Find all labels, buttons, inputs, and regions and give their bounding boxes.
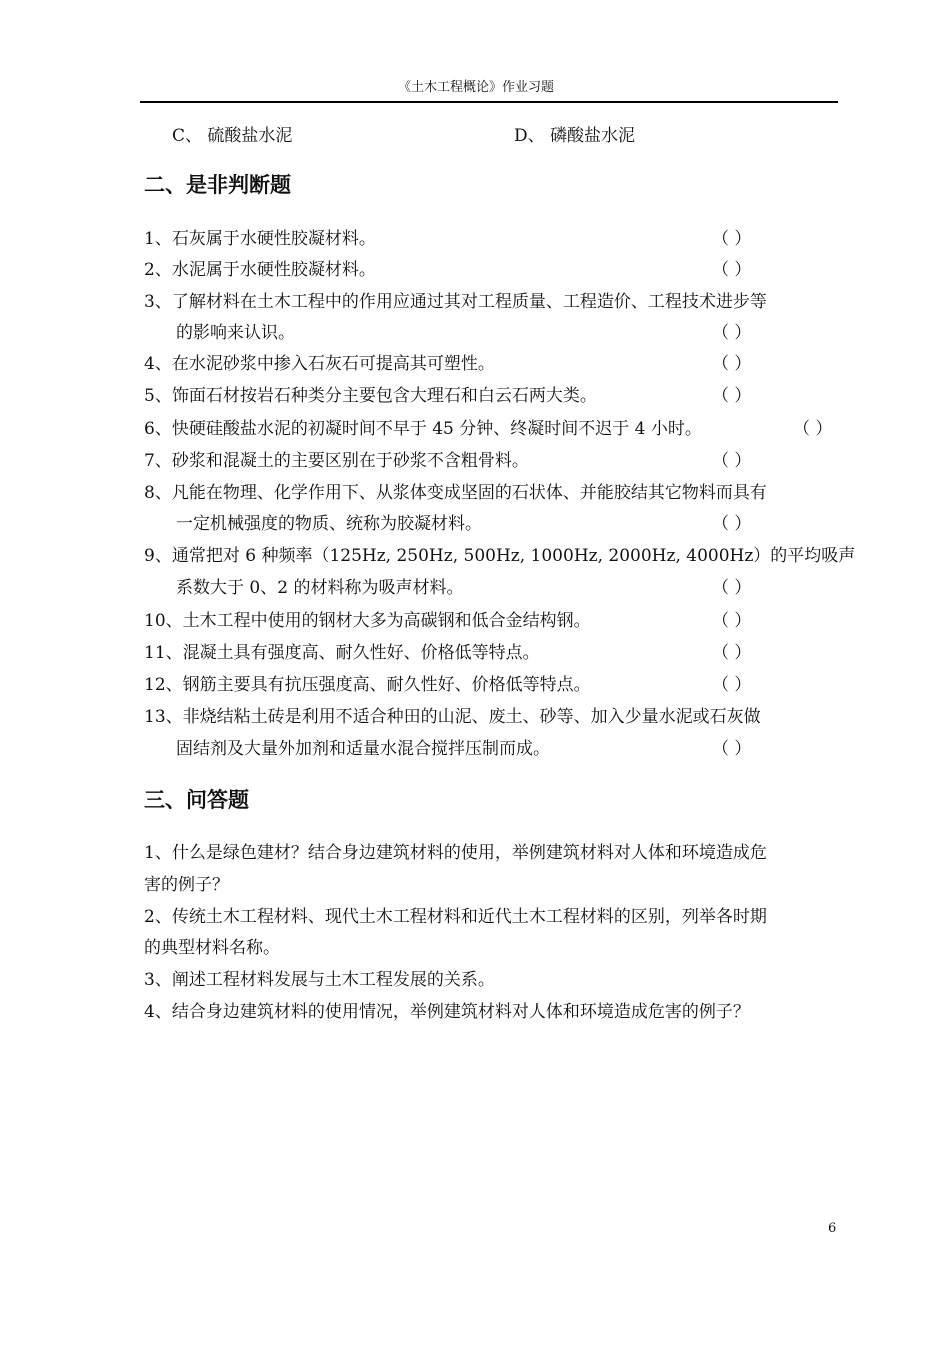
question-line: 13、非烧结粘土砖是利用不适合种田的山泥、废土、砂等、加入少量水泥或石灰做 — [144, 707, 761, 727]
question-line: 8、凡能在物理、化学作用下、从浆体变成坚固的石状体、并能胶结其它物料而具有 — [144, 483, 767, 503]
answer-blank: （ ） — [712, 323, 752, 343]
page-number: 6 — [828, 1221, 837, 1236]
option-c: C、 硫酸盐水泥 — [172, 126, 293, 146]
question-line: 12、钢筋主要具有抗压强度高、耐久性好、价格低等特点。 — [144, 675, 591, 695]
qa-line: 2、传统土木工程材料、现代土木工程材料和近代土木工程材料的区别，列举各时期 — [144, 907, 767, 927]
question-line: 6、快硬硅酸盐水泥的初凝时间不早于 45 分钟、终凝时间不迟于 4 小时。 — [144, 419, 702, 439]
answer-blank: （ ） — [712, 260, 752, 280]
qa-line-continued: 的典型材料名称。 — [144, 938, 280, 958]
section-title-qa: 三、问答题 — [144, 788, 249, 812]
answer-blank: （ ） — [712, 739, 752, 759]
section-title-true-false: 二、是非判断题 — [144, 173, 291, 197]
question-line-continued: 固结剂及大量外加剂和适量水混合搅拌压制而成。 — [176, 739, 550, 759]
question-line: 5、饰面石材按岩石种类分主要包含大理石和白云石两大类。 — [144, 386, 597, 406]
question-line: 4、在水泥砂浆中掺入石灰石可提高其可塑性。 — [144, 354, 495, 374]
question-line: 10、土木工程中使用的钢材大多为高碳钢和低合金结构钢。 — [144, 611, 591, 631]
qa-line: 4、结合身边建筑材料的使用情况，举例建筑材料对人体和环境造成危害的例子？ — [144, 1002, 750, 1022]
question-line: 2、水泥属于水硬性胶凝材料。 — [144, 260, 376, 280]
answer-blank: （ ） — [712, 643, 752, 663]
question-line: 3、了解材料在土木工程中的作用应通过其对工程质量、工程造价、工程技术进步等 — [144, 292, 767, 312]
answer-blank: （ ） — [712, 611, 752, 631]
question-line-continued: 的影响来认识。 — [176, 323, 295, 343]
answer-blank: （ ） — [712, 578, 752, 598]
answer-blank: （ ） — [712, 386, 752, 406]
answer-blank: （ ） — [712, 229, 752, 249]
header-divider — [140, 101, 838, 103]
qa-line: 1、什么是绿色建材？结合身边建筑材料的使用，举例建筑材料对人体和环境造成危 — [144, 843, 767, 863]
option-d: D、 磷酸盐水泥 — [514, 126, 636, 146]
answer-blank: （ ） — [712, 354, 752, 374]
question-line-continued: 系数大于 0、2 的材料称为吸声材料。 — [176, 578, 464, 598]
answer-blank: （ ） — [793, 419, 833, 439]
answer-blank: （ ） — [712, 675, 752, 695]
question-line: 7、砂浆和混凝土的主要区别在于砂浆不含粗骨料。 — [144, 451, 529, 471]
question-line: 1、石灰属于水硬性胶凝材料。 — [144, 229, 376, 249]
qa-line: 3、阐述工程材料发展与土木工程发展的关系。 — [144, 970, 495, 990]
page-header-title: 《土木工程概论》作业习题 — [397, 80, 554, 95]
question-line: 9、通常把对 6 种频率（125Hz, 250Hz, 500Hz, 1000Hz, 2000Hz, 4000Hz）的平均吸声 — [144, 546, 856, 566]
question-line-continued: 一定机械强度的物质、统称为胶凝材料。 — [176, 514, 482, 534]
answer-blank: （ ） — [712, 451, 752, 471]
qa-line-continued: 害的例子？ — [144, 875, 229, 895]
question-line: 11、混凝土具有强度高、耐久性好、价格低等特点。 — [144, 643, 540, 663]
answer-blank: （ ） — [712, 514, 752, 534]
